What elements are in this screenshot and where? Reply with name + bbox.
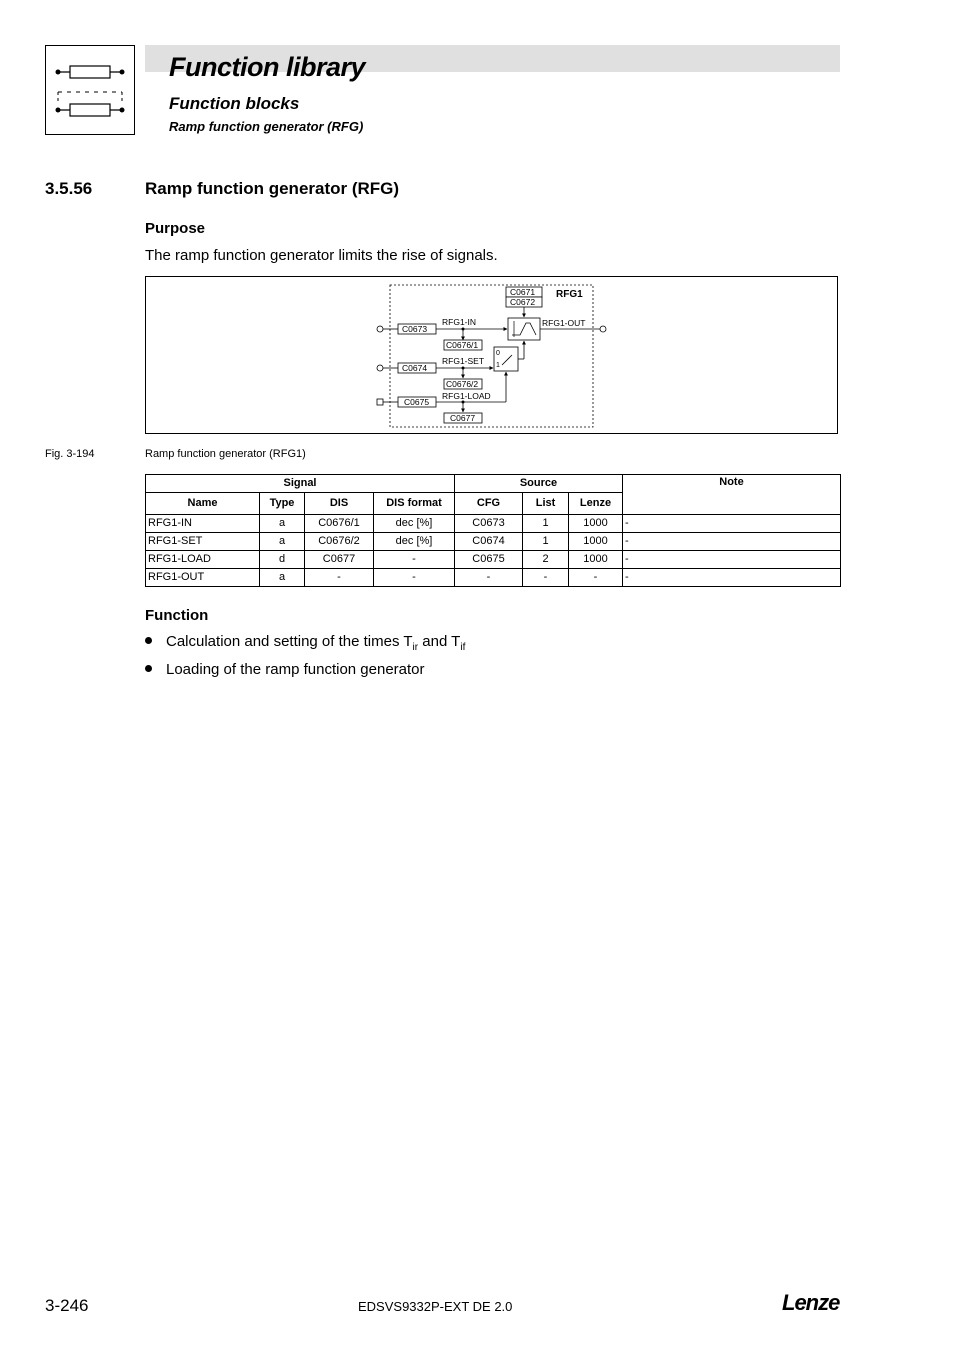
cell-list: 2 (523, 551, 569, 569)
code-c0673: C0673 (402, 324, 428, 334)
cell-name: RFG1-IN (146, 515, 260, 533)
cell-lenze: 1000 (569, 515, 623, 533)
code-c0671: C0671 (510, 287, 536, 297)
function-bullet-2 (145, 661, 425, 678)
cell-cfg: C0675 (455, 551, 523, 569)
chapter-icon (45, 45, 135, 135)
section-number: 3.5.56 (45, 179, 93, 198)
cell-dis: C0676/1 (305, 515, 374, 533)
cell-name: RFG1-LOAD (146, 551, 260, 569)
in-terminal (377, 326, 383, 332)
cell-name: RFG1-OUT (146, 569, 260, 587)
signal-table (145, 474, 841, 587)
col-header-lenze: Lenze (569, 493, 623, 515)
cell-dis: - (305, 569, 374, 587)
function-bullet-1 (145, 633, 465, 653)
cell-list: 1 (523, 515, 569, 533)
ramp-box (508, 318, 540, 340)
function-heading: Function (145, 607, 209, 624)
col-header-list: List (523, 493, 569, 515)
cell-name: RFG1-SET (146, 533, 260, 551)
cell-lenze: 1000 (569, 551, 623, 569)
out-label: RFG1-OUT (542, 318, 586, 328)
table-row (146, 551, 841, 569)
function-block-icon (46, 46, 134, 134)
cell-note: - (623, 515, 841, 533)
bullet-2-text: Loading of the ramp function generator (166, 661, 425, 678)
table-row (146, 569, 841, 587)
section-title: Ramp function generator (RFG) (145, 179, 400, 198)
load-label: RFG1-LOAD (442, 391, 491, 401)
page-subtitle: Function blocks (169, 94, 300, 113)
cell-dis-format: dec [%] (374, 515, 455, 533)
cell-type: d (260, 551, 305, 569)
cell-dis: C0676/2 (305, 533, 374, 551)
table-row (146, 515, 841, 533)
dis-c0677: C0677 (450, 413, 476, 423)
cell-note: - (623, 551, 841, 569)
load-terminal (377, 399, 383, 405)
bullet-1-prefix: Calculation and setting of the times T (166, 633, 413, 650)
table-row (146, 533, 841, 551)
cell-lenze: - (569, 569, 623, 587)
cell-dis-format: dec [%] (374, 533, 455, 551)
dis-c0676-2: C0676/2 (446, 379, 479, 389)
cell-list: 1 (523, 533, 569, 551)
cell-list: - (523, 569, 569, 587)
switch-label-0: 0 (496, 350, 500, 357)
col-header-dis-format: DIS format (374, 493, 455, 515)
cell-note: - (623, 533, 841, 551)
cell-dis: C0677 (305, 551, 374, 569)
cell-note: - (623, 569, 841, 587)
cell-type: a (260, 515, 305, 533)
in-label: RFG1-IN (442, 317, 476, 327)
bullet-icon (145, 637, 152, 644)
col-header-cfg: CFG (455, 493, 523, 515)
cell-lenze: 1000 (569, 533, 623, 551)
code-c0674: C0674 (402, 363, 428, 373)
cell-cfg: - (455, 569, 523, 587)
page-subsubtitle: Ramp function generator (RFG) (169, 119, 364, 134)
signal-group-header: Signal (146, 475, 455, 493)
rfg-block-diagram (146, 277, 837, 433)
rfg-diagram (145, 276, 838, 434)
dis-c0676-1: C0676/1 (446, 340, 479, 350)
cell-dis-format: - (374, 569, 455, 587)
code-c0675: C0675 (404, 397, 430, 407)
col-header-type: Type (260, 493, 305, 515)
note-header: Note (623, 475, 841, 515)
cell-dis-format: - (374, 551, 455, 569)
cell-type: a (260, 533, 305, 551)
document-id: EDSVS9332P-EXT DE 2.0 (358, 1299, 513, 1314)
figure-caption: Ramp function generator (RFG1) (145, 448, 306, 460)
out-terminal (600, 326, 606, 332)
cell-cfg: C0674 (455, 533, 523, 551)
page-title: Function library (169, 52, 366, 82)
bullet-icon (145, 665, 152, 672)
cell-type: a (260, 569, 305, 587)
code-c0672: C0672 (510, 297, 536, 307)
bullet-1-sub-ir: ir (412, 642, 419, 653)
source-group-header: Source (455, 475, 623, 493)
page-number: 3-246 (45, 1296, 89, 1315)
bullet-1-mid: and T (418, 633, 461, 650)
purpose-heading: Purpose (145, 220, 206, 237)
bullet-1-sub-if: if (460, 642, 466, 653)
set-label: RFG1-SET (442, 356, 485, 366)
col-header-name: Name (146, 493, 260, 515)
switch-label-1: 1 (496, 362, 500, 369)
purpose-text: The ramp function generator limits the rise of signals. (145, 247, 498, 264)
figure-number: Fig. 3-194 (45, 448, 95, 460)
brand-logo: Lenze (782, 1290, 840, 1315)
block-name: RFG1 (556, 289, 583, 300)
col-header-dis: DIS (305, 493, 374, 515)
cell-cfg: C0673 (455, 515, 523, 533)
set-terminal (377, 365, 383, 371)
